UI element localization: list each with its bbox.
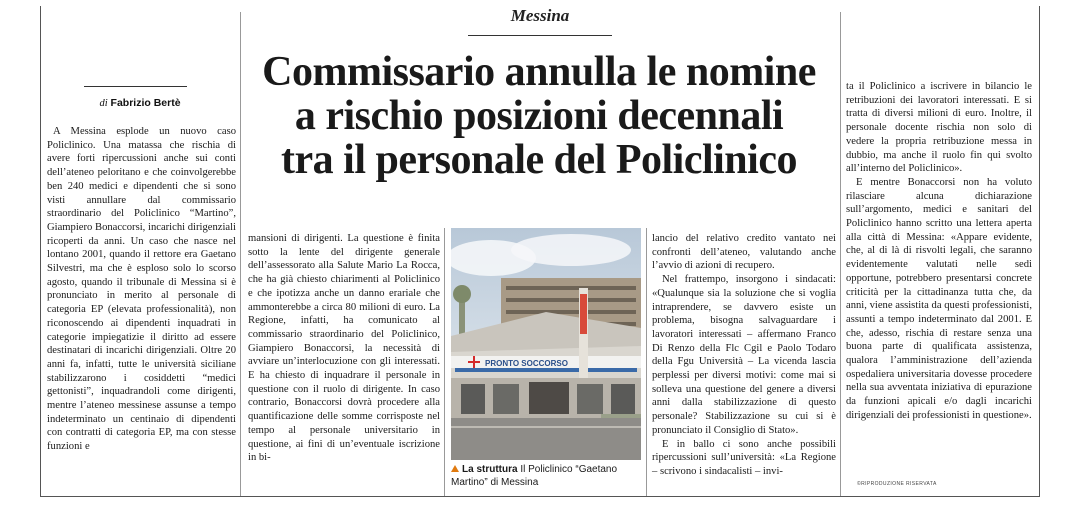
headline-line: Commissario annulla le nomine bbox=[262, 49, 816, 95]
paragraph: Nel frattempo, insorgono i sindacati: «Qualunque sia la soluzione che si voglia intraprendere, se davvero esiste un problema, bisogna salvaguardare i lavoratori interessati – affermano Franco Di Renzo della Flc Cgil e Paolo Todaro della Fgu Università – La vicenda lascia perplessi per diversi motivi: come mai si solleva una questione del genere a diversi anni dalla stabilizzazione di questo personale? Stabilizzazione su cui si è pronunciato il Consiglio di Stato». bbox=[652, 274, 836, 436]
paragraph: lancio del relativo credito vantato nei confronti dell’ateneo, valutando anche l’avvio di azioni di recupero. bbox=[652, 233, 836, 272]
byline-author: Fabrizio Bertè bbox=[110, 97, 181, 109]
paragraph: E in ballo ci sono anche possibili ripercussioni sull’università: «La Regione – scrivono i sindacalisti – invi- bbox=[652, 438, 836, 477]
article-column-1 bbox=[47, 125, 236, 454]
sign-text: PRONTO SOCCORSO bbox=[485, 359, 568, 368]
hospital-photo bbox=[451, 228, 641, 460]
article-column-4 bbox=[846, 80, 1032, 423]
paragraph: ta il Policlinico a iscrivere in bilancio le retribuzioni dei lavoratori interessati. E si tratta di diversi milioni di euro. Inoltre, il personale docente rischia non solo di vedere la propria retribuzione messa in dubbio, ma anche il ruolo fin qui svolto all’interno del Policlinico». bbox=[846, 81, 1032, 175]
byline-prefix: di bbox=[99, 98, 108, 109]
copyright-notice: ©RIPRODUZIONE RISERVATA bbox=[857, 481, 937, 487]
article-column-2 bbox=[248, 232, 440, 465]
byline bbox=[40, 97, 240, 109]
column-rule bbox=[646, 228, 647, 496]
caption-text: Il Policlinico “Gaetano Martino” di Messina bbox=[451, 464, 618, 488]
headline-line: tra il personale del Policlinico bbox=[281, 137, 797, 183]
paragraph: E mentre Bonaccorsi non ha voluto rilasciare alcuna dichiarazione sull’argomento, medici e sanitari del Policlinico hanno scritto una lettera aperta alla città di Messina: «Appare evidente, che, al di là di risvolti legali, che saranno evidentemente valutati nelle sedi opportune, potrebbero presentarsi concrete criticità per la cittadinanza tutta che, da anni, viene assistita da questi professionisti, assunti a tempo indeterminato dal 2001. E che, adesso, rischia di restare senza una buona parte di qualificata assistenza, qualora l’amministrazione dell’azienda ospedaliera universitaria dovesse procedere nella sua avventata iniziativa di epurazione da funzioni apicali e/o dagli incarichi dirigenziali dei professionisti in questione». bbox=[846, 176, 1032, 421]
triangle-icon bbox=[451, 465, 459, 472]
caption-label: La struttura bbox=[462, 464, 518, 475]
column-rule bbox=[840, 12, 841, 496]
section-rule bbox=[468, 35, 612, 36]
section-label: Messina bbox=[510, 6, 570, 25]
paragraph: mansioni di dirigenti. La questione è finita sotto la lente del dirigente generale dell’assessorato alla Salute Mario La Rocca, che ha già chiesto chiarimenti al Policlinico e che ipotizza anche un danno erariale che ammonterebbe a circa 80 milioni di euro. La Regione, infatti, ha comunicato al commissario straordinario del Policlinico, Giampiero Bonaccorsi, la necessità di avviare un’interlocuzione con gli interessati. E ha chiesto di inquadrare il personale in questione con il ruolo di dirigente. In caso contrario, Bonaccorsi dovrà procedere alla quantificazione delle somme corrisposte nel tempo al personale universitario in questione, ai fini di un’eventuale iscrizione in bi- bbox=[248, 233, 440, 464]
headline bbox=[244, 50, 834, 182]
photo-caption bbox=[451, 463, 641, 489]
column-rule bbox=[240, 12, 241, 496]
article-column-3 bbox=[652, 232, 836, 479]
paragraph: A Messina esplode un nuovo caso Policlinico. Una matassa che rischia di avere forti ripercussioni anche sui conti dell’ateneo peloritano e che coinvolgerebbe ben 240 medici e dipendenti che si sono visti annullare dal commissario straordinario del Policlinico “Martino”, Giampiero Bonaccorsi, incarichi dirigenziali ricoperti da anni. Un caso che nasce nel lontano 2001, quando il rettore era Gaetano Silvestri, ma che è esploso solo lo scorso agosto, quando il tribunale di Messina si è pronunciato in merito al personale di categoria EP (elevata professionalità), non riconoscendo ai dipendenti inquadrati in categorie impiegatizie il diritto ad essere destinatari di incarichi dirigenziali. Oltre 20 anni fa, infatti, tutte le università siciliane stabilizzarono i cosiddetti “medici gettonisti”, inquadrandoli come dirigenti, mentre l’ateneo messinese assunse a tempo indeterminato un centinaio di dipendenti con contratti di categoria EP, ma con stesse funzioni e bbox=[47, 126, 236, 453]
headline-line: a rischio posizioni decennali bbox=[294, 93, 784, 139]
column-rule bbox=[444, 228, 445, 496]
byline-rule bbox=[84, 86, 187, 87]
